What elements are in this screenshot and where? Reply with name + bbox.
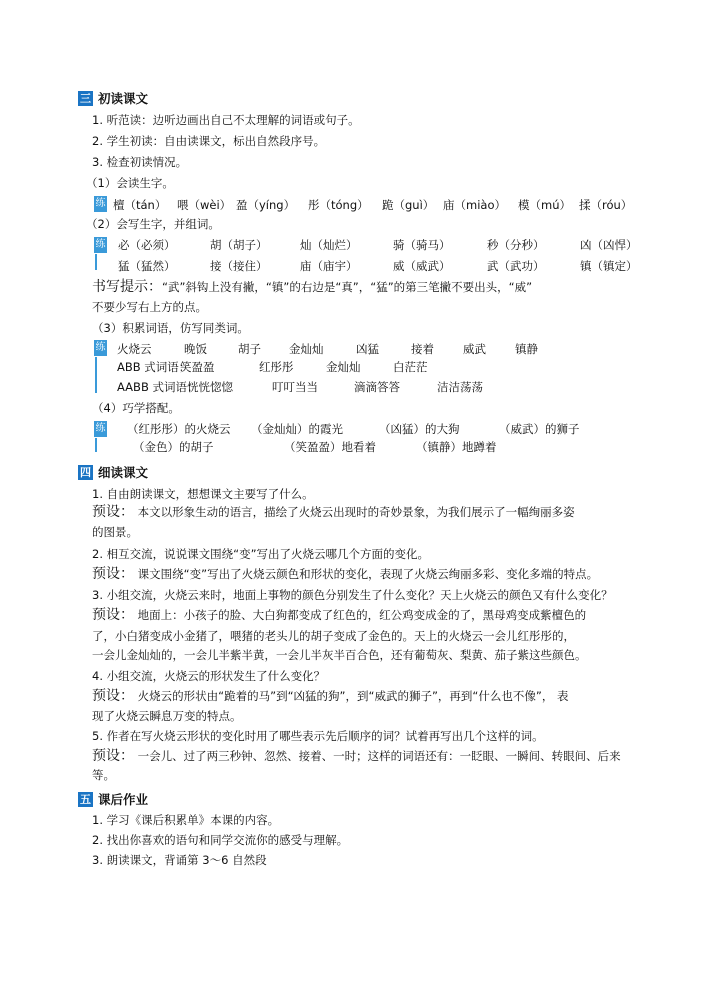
word-item: 必（必须） bbox=[118, 238, 176, 252]
practice-tag-3: 练 bbox=[94, 340, 107, 356]
word-item: 凶猛 bbox=[356, 342, 379, 356]
answer-label: 预设： bbox=[92, 566, 134, 582]
answer-label: 预设： bbox=[92, 688, 134, 704]
word-item: 笑盈盈 bbox=[180, 360, 215, 374]
pinyin-row bbox=[113, 197, 632, 213]
practice-bar bbox=[95, 438, 97, 452]
s3-line-2: 2. 学生初读：自由读课文，标出自然段序号。 bbox=[92, 134, 326, 148]
s3-line-3: 3. 检查初读情况。 bbox=[92, 155, 188, 169]
answer-text: 本文以形象生动的语言，描绘了火烧云出现时的奇妙景象，为我们展示了一幅绚丽多姿 bbox=[137, 505, 575, 519]
match-item: （镇静）地蹲着 bbox=[416, 440, 497, 454]
pinyin-item: 彤（tóng） bbox=[308, 198, 369, 212]
match-item: （红彤彤）的火烧云 bbox=[127, 422, 231, 436]
word-item: 洁洁荡荡 bbox=[437, 380, 483, 394]
s4-answer-1 bbox=[92, 504, 575, 520]
word-item: 骑（骑马） bbox=[393, 238, 451, 252]
word-item: 晚饭 bbox=[184, 342, 207, 356]
word-item: 胡（胡子） bbox=[210, 238, 268, 252]
answer-label: 预设： bbox=[92, 504, 134, 520]
s5-line-1: 1. 学习《课后积累单》本课的内容。 bbox=[92, 813, 280, 827]
word-item: 金灿灿 bbox=[326, 360, 361, 374]
s3-sub-2: （2）会写生字，并组词。 bbox=[86, 217, 220, 231]
answer-text: 的图景。 bbox=[92, 525, 138, 539]
answer-label: 预设： bbox=[92, 748, 134, 764]
answer-text: 现了火烧云瞬息万变的特点。 bbox=[92, 709, 242, 723]
pinyin-item: 盈（yíng） bbox=[236, 198, 296, 212]
word-item: 接着 bbox=[411, 342, 434, 356]
answer-text: 火烧云的形状由“跪着的马”到“凶猛的狗”，到“威武的狮子”，再到“什么也不像”， 表 bbox=[137, 689, 569, 703]
word-item: 镇静 bbox=[515, 342, 538, 356]
s4-question-5: 5. 作者在写火烧云形状的变化时用了哪些表示先后顺序的词？试着再写出几个这样的词。 bbox=[92, 729, 544, 743]
s4-answer-3 bbox=[92, 607, 586, 623]
write-words-row-1 bbox=[118, 237, 638, 253]
s4-answer-4 bbox=[92, 688, 568, 704]
hint-text-2: 不要少写右上方的点。 bbox=[92, 300, 207, 314]
word-item: 接（接住） bbox=[210, 259, 268, 273]
s3-line-1: 1. 听范读：边听边画出自己不太理解的词语或句子。 bbox=[92, 113, 360, 127]
word-item: 火烧云 bbox=[117, 342, 152, 356]
s5-line-3: 3. 朗读课文，背诵第 3～6 自然段 bbox=[92, 853, 267, 867]
s4-answer-5 bbox=[92, 748, 621, 764]
abb-label: ABB 式词语： bbox=[117, 360, 191, 374]
writing-hint bbox=[92, 279, 532, 295]
section-badge-4: 四 bbox=[80, 466, 91, 479]
section-badge-3: 三 bbox=[80, 92, 91, 105]
answer-text: 课文围绕“变”写出了火烧云颜色和形状的变化，表现了火烧云绚丽多彩、变化多端的特点。 bbox=[137, 567, 599, 581]
abb-row bbox=[117, 359, 428, 375]
word-item: 威武 bbox=[463, 342, 486, 356]
section-title-5: 课后作业 bbox=[98, 792, 149, 807]
match-row-2 bbox=[133, 439, 497, 455]
word-item: 叮叮当当 bbox=[272, 380, 318, 394]
pinyin-item: 檀（tán） bbox=[113, 198, 167, 212]
s4-question-4: 4. 小组交流，火烧云的形状发生了什么变化？ bbox=[92, 669, 326, 683]
word-item: 白茫茫 bbox=[393, 360, 428, 374]
match-row-1 bbox=[127, 421, 580, 437]
word-item: 红彤彤 bbox=[259, 360, 294, 374]
match-item: （笑盈盈）地看着 bbox=[284, 440, 376, 454]
s4-question-2: 2. 相互交流，说说课文围绕“变”写出了火烧云哪几个方面的变化。 bbox=[92, 547, 430, 561]
match-item: （金色）的胡子 bbox=[133, 440, 214, 454]
section-badge-5: 五 bbox=[80, 793, 91, 806]
answer-text: 等。 bbox=[92, 768, 115, 782]
pinyin-item: 模（mú） bbox=[518, 198, 571, 212]
practice-tag-1: 练 bbox=[94, 196, 107, 212]
word-item: 凶（凶悍） bbox=[580, 238, 638, 252]
s5-line-2: 2. 找出你喜欢的语句和同学交流你的感受与理解。 bbox=[92, 833, 349, 847]
answer-text: 一会儿、过了两三秒钟、忽然、接着、一时；这样的词语还有：一眨眼、一瞬间、转眼间、后来 bbox=[137, 749, 621, 763]
section-title-3: 初读课文 bbox=[98, 91, 149, 106]
s4-question-1: 1. 自由朗读课文，想想课文主要写了什么。 bbox=[92, 487, 314, 501]
aabb-row bbox=[117, 379, 483, 395]
s4-question-3: 3. 小组交流，火烧云来时，地面上事物的颜色分别发生了什么变化？天上火烧云的颜色又有什么变化？ bbox=[92, 588, 613, 602]
word-item: 猛（猛然） bbox=[118, 259, 176, 273]
practice-bar bbox=[95, 357, 97, 393]
word-item: 镇（镇定） bbox=[580, 259, 638, 273]
practice-bar bbox=[95, 254, 97, 270]
hint-label: 书写提示： bbox=[92, 279, 162, 295]
word-item: 恍恍惚惚 bbox=[187, 380, 233, 394]
s3-sub-1: （1）会读生字。 bbox=[86, 176, 174, 190]
match-item: （威武）的狮子 bbox=[499, 422, 580, 436]
word-item: 武（武功） bbox=[487, 259, 545, 273]
aabb-label: AABB 式词语： bbox=[117, 380, 199, 394]
practice-tag-2: 练 bbox=[94, 237, 107, 253]
s3-sub-3: （3）积累词语，仿写同类词。 bbox=[92, 321, 249, 335]
word-item: 胡子 bbox=[238, 342, 261, 356]
write-words-row-2 bbox=[118, 258, 638, 274]
word-item: 秒（分秒） bbox=[487, 238, 545, 252]
hint-text-1: “武”斜钩上没有撇，“镇”的右边是“真”，“猛”的第三笔撇不要出头，“威” bbox=[162, 280, 533, 294]
word-item: 庙（庙宇） bbox=[300, 259, 358, 273]
answer-label: 预设： bbox=[92, 607, 134, 623]
word-item: 灿（灿烂） bbox=[300, 238, 358, 252]
pinyin-item: 揉（róu） bbox=[579, 198, 633, 212]
pinyin-item: 庙（miào） bbox=[443, 198, 506, 212]
accumulate-row bbox=[117, 341, 538, 357]
word-item: 威（威武） bbox=[393, 259, 451, 273]
word-item: 金灿灿 bbox=[289, 342, 324, 356]
match-item: （凶猛）的大狗 bbox=[379, 422, 460, 436]
answer-text: 地面上：小孩子的脸、大白狗都变成了红色的，红公鸡变成金的了，黑母鸡变成紫檀色的 bbox=[137, 608, 587, 622]
section-title-4: 细读课文 bbox=[98, 465, 149, 480]
pinyin-item: 跪（guì） bbox=[382, 198, 435, 212]
practice-tag-4: 练 bbox=[94, 421, 107, 437]
match-item: （金灿灿）的霞光 bbox=[251, 422, 343, 436]
word-item: 滴滴答答 bbox=[354, 380, 400, 394]
pinyin-item: 喂（wèi） bbox=[177, 198, 232, 212]
answer-text: 一会儿金灿灿的，一会儿半紫半黄，一会儿半灰半百合色，还有葡萄灰、梨黄、茄子紫这些颜色。 bbox=[92, 648, 587, 662]
s3-sub-4: （4）巧学搭配。 bbox=[92, 401, 180, 415]
s4-answer-2 bbox=[92, 566, 598, 582]
answer-text: 了，小白猪变成小金猪了，喂猪的老头儿的胡子变成了金色的。天上的火烧云一会儿红彤彤的， bbox=[92, 629, 575, 643]
